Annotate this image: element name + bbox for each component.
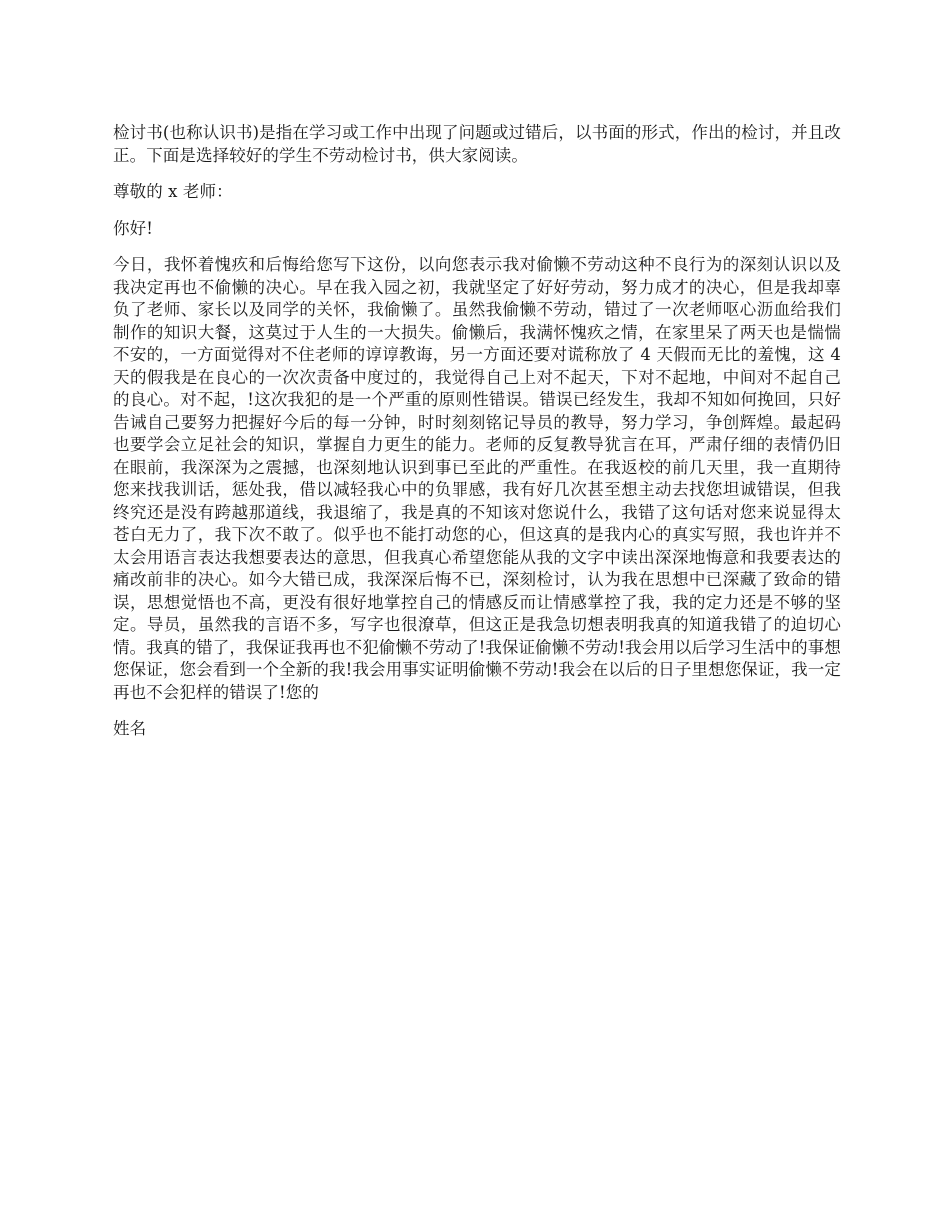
body-paragraph: 今日，我怀着愧疚和后悔给您写下这份，以向您表示我对偷懒不劳动这种不良行为的深刻认识以及我决定再也不偷懒的决心。早在我入园之初，我就坚定了好好劳动，努力成才的决心，但是我却辜负了老师、家长以及同学的关怀，我偷懒了。虽然我偷懒不劳动，错过了一次老师呕心沥血给我们制作的知识大餐，这莫过于人生的一大损失。偷懒后，我满怀愧疚之情，在家里呆了两天也是惴惴不安的，一方面觉得对不住老师的谆谆教诲，另一方面还要对谎称放了 4 天假而无比的羞愧，这 4 天的假我是在良心的一次次责备中度过的，我觉得自己上对不起天，下对不起地，中间对不起自己的良心。对不起，!这次我犯的是一个严重的原则性错误。错误已经发生，我却不知如何挽回，只好告诫自己要努力把握好今后的每一分钟，时时刻刻铭记导员的教导，努力学习，争创辉煌。最起码也要学会立足社会的知识，掌握自力更生的能力。老师的反复教导犹言在耳，严肃仔细的表情仍旧在眼前，我深深为之震撼，也深刻地认识到事已至此的严重性。在我返校的前几天里，我一直期待您来找我训话，惩处我，借以减轻我心中的负罪感，我有好几次甚至想主动去找您坦诚错误，但我终究还是没有跨越那道线，我退缩了，我是真的不知该对您说什么，我错了这句话对您来说显得太苍白无力了，我下次不敢了。似乎也不能打动您的心，但这真的是我内心的真实写照，我也许并不太会用语言表达我想要表达的意思，但我真心希望您能从我的文字中读出深深地悔意和我要表达的痛改前非的决心。如今大错已成，我深深后悔不已，深刻检讨，认为我在思想中已深藏了致命的错误，思想觉悟也不高，更没有很好地掌控自己的情感反而让情感掌控了我，我的定力还是不够的坚定。导员，虽然我的言语不多，写字也很潦草，但这正是我急切想表明我真的知道我错了的迫切心情。我真的错了，我保证我再也不犯偷懒不劳动了!我保证偷懒不劳动!我会用以后学习生活中的事想您保证，您会看到一个全新的我!我会用事实证明偷懒不劳动!我会在以后的日子里想您保证，我一定再也不会犯样的错误了!您的 [113,255,841,702]
intro-paragraph: 检讨书(也称认识书)是指在学习或工作中出现了问题或过错后，以书面的形式，作出的检讨，并且改正。下面是选择较好的学生不劳动检讨书，供大家阅读。 [113,123,841,165]
document-page [113,122,841,741]
signature: 姓名 [113,719,147,738]
greeting: 你好! [113,218,153,238]
salutation: 尊敬的 x 老师： [113,182,233,201]
